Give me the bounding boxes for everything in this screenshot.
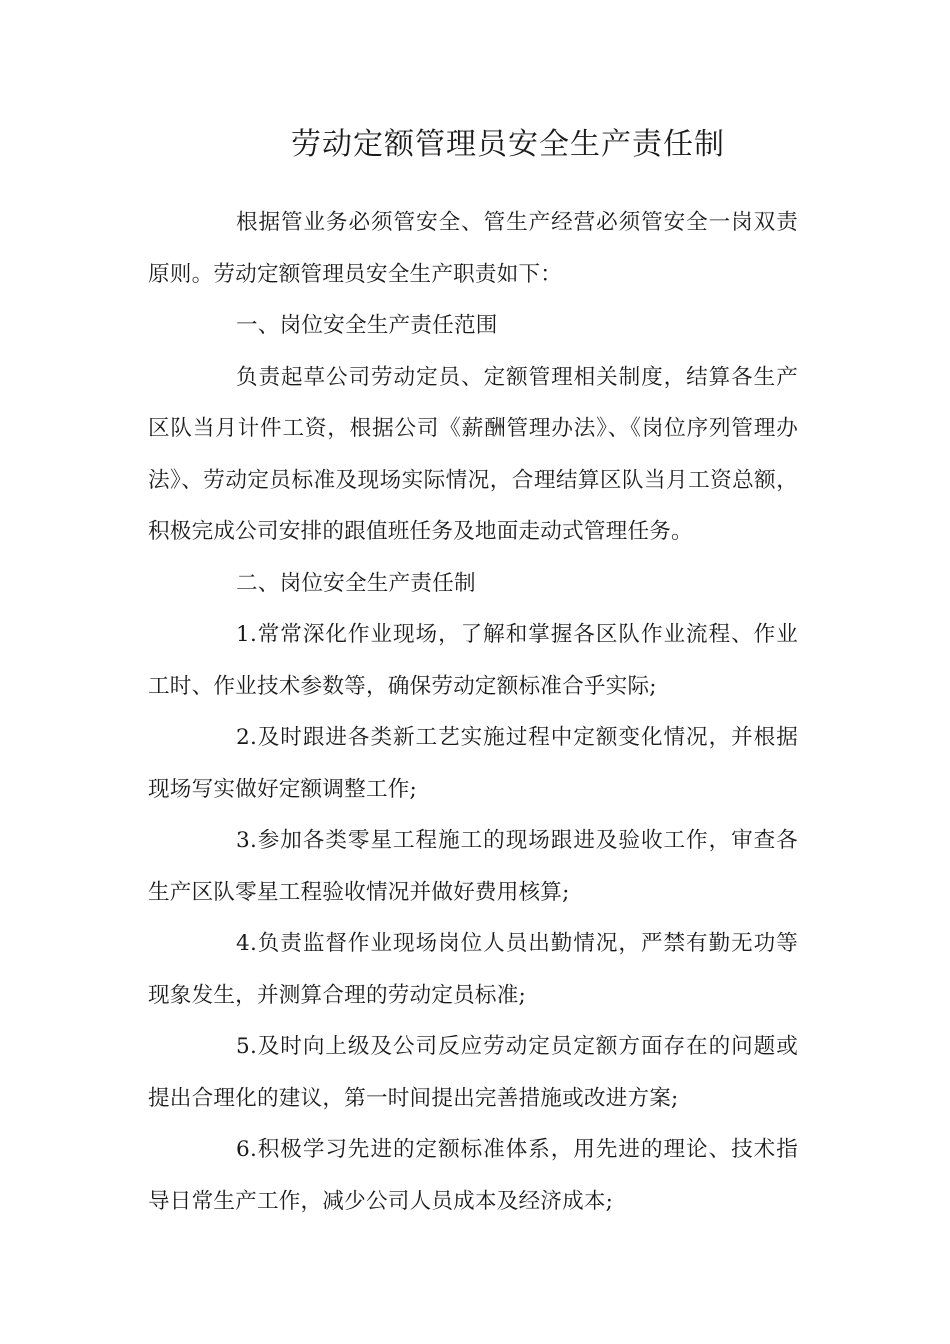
list-item-4: 4.负责监督作业现场岗位人员出勤情况，严禁有勤无功等现象发生，并测算合理的劳动定员标准; bbox=[148, 931, 798, 1008]
list-item-5: 5.及时向上级及公司反应劳动定员定额方面存在的问题或提出合理化的建议，第一时间提出完善措施或改进方案; bbox=[148, 1034, 798, 1111]
list-item-3: 3.参加各类零星工程施工的现场跟进及验收工作，审查各生产区队零星工程验收情况并做好费用核算; bbox=[148, 828, 798, 905]
list-item-2: 2.及时跟进各类新工艺实施过程中定额变化情况，并根据现场写实做好定额调整工作; bbox=[148, 725, 798, 802]
scope-paragraph: 负责起草公司劳动定员、定额管理相关制度，结算各生产区队当月计件工资，根据公司《薪酬管理办法》、《岗位序列管理办法》、劳动定员标准及现场实际情况，合理结算区队当月工资总额，积极完成公司安排的跟值班任务及地面走动式管理任务。 bbox=[148, 364, 798, 544]
section-heading-responsibility: 二、岗位安全生产责任制 bbox=[236, 570, 476, 596]
intro-paragraph: 根据管业务必须管安全、管生产经营必须管安全一岗双责原则。劳动定额管理员安全生产职责如下： bbox=[148, 210, 798, 287]
document-title: 劳动定额管理员安全生产责任制 bbox=[291, 127, 725, 162]
list-item-6: 6.积极学习先进的定额标准体系，用先进的理论、技术指导日常生产工作，减少公司人员成本及经济成本; bbox=[148, 1137, 798, 1214]
section-heading-scope: 一、岗位安全生产责任范围 bbox=[236, 313, 498, 338]
document-body bbox=[148, 122, 798, 1227]
list-item-1: 1.常常深化作业现场，了解和掌握各区队作业流程、作业工时、作业技术参数等，确保劳动定额标准合乎实际; bbox=[148, 622, 798, 699]
